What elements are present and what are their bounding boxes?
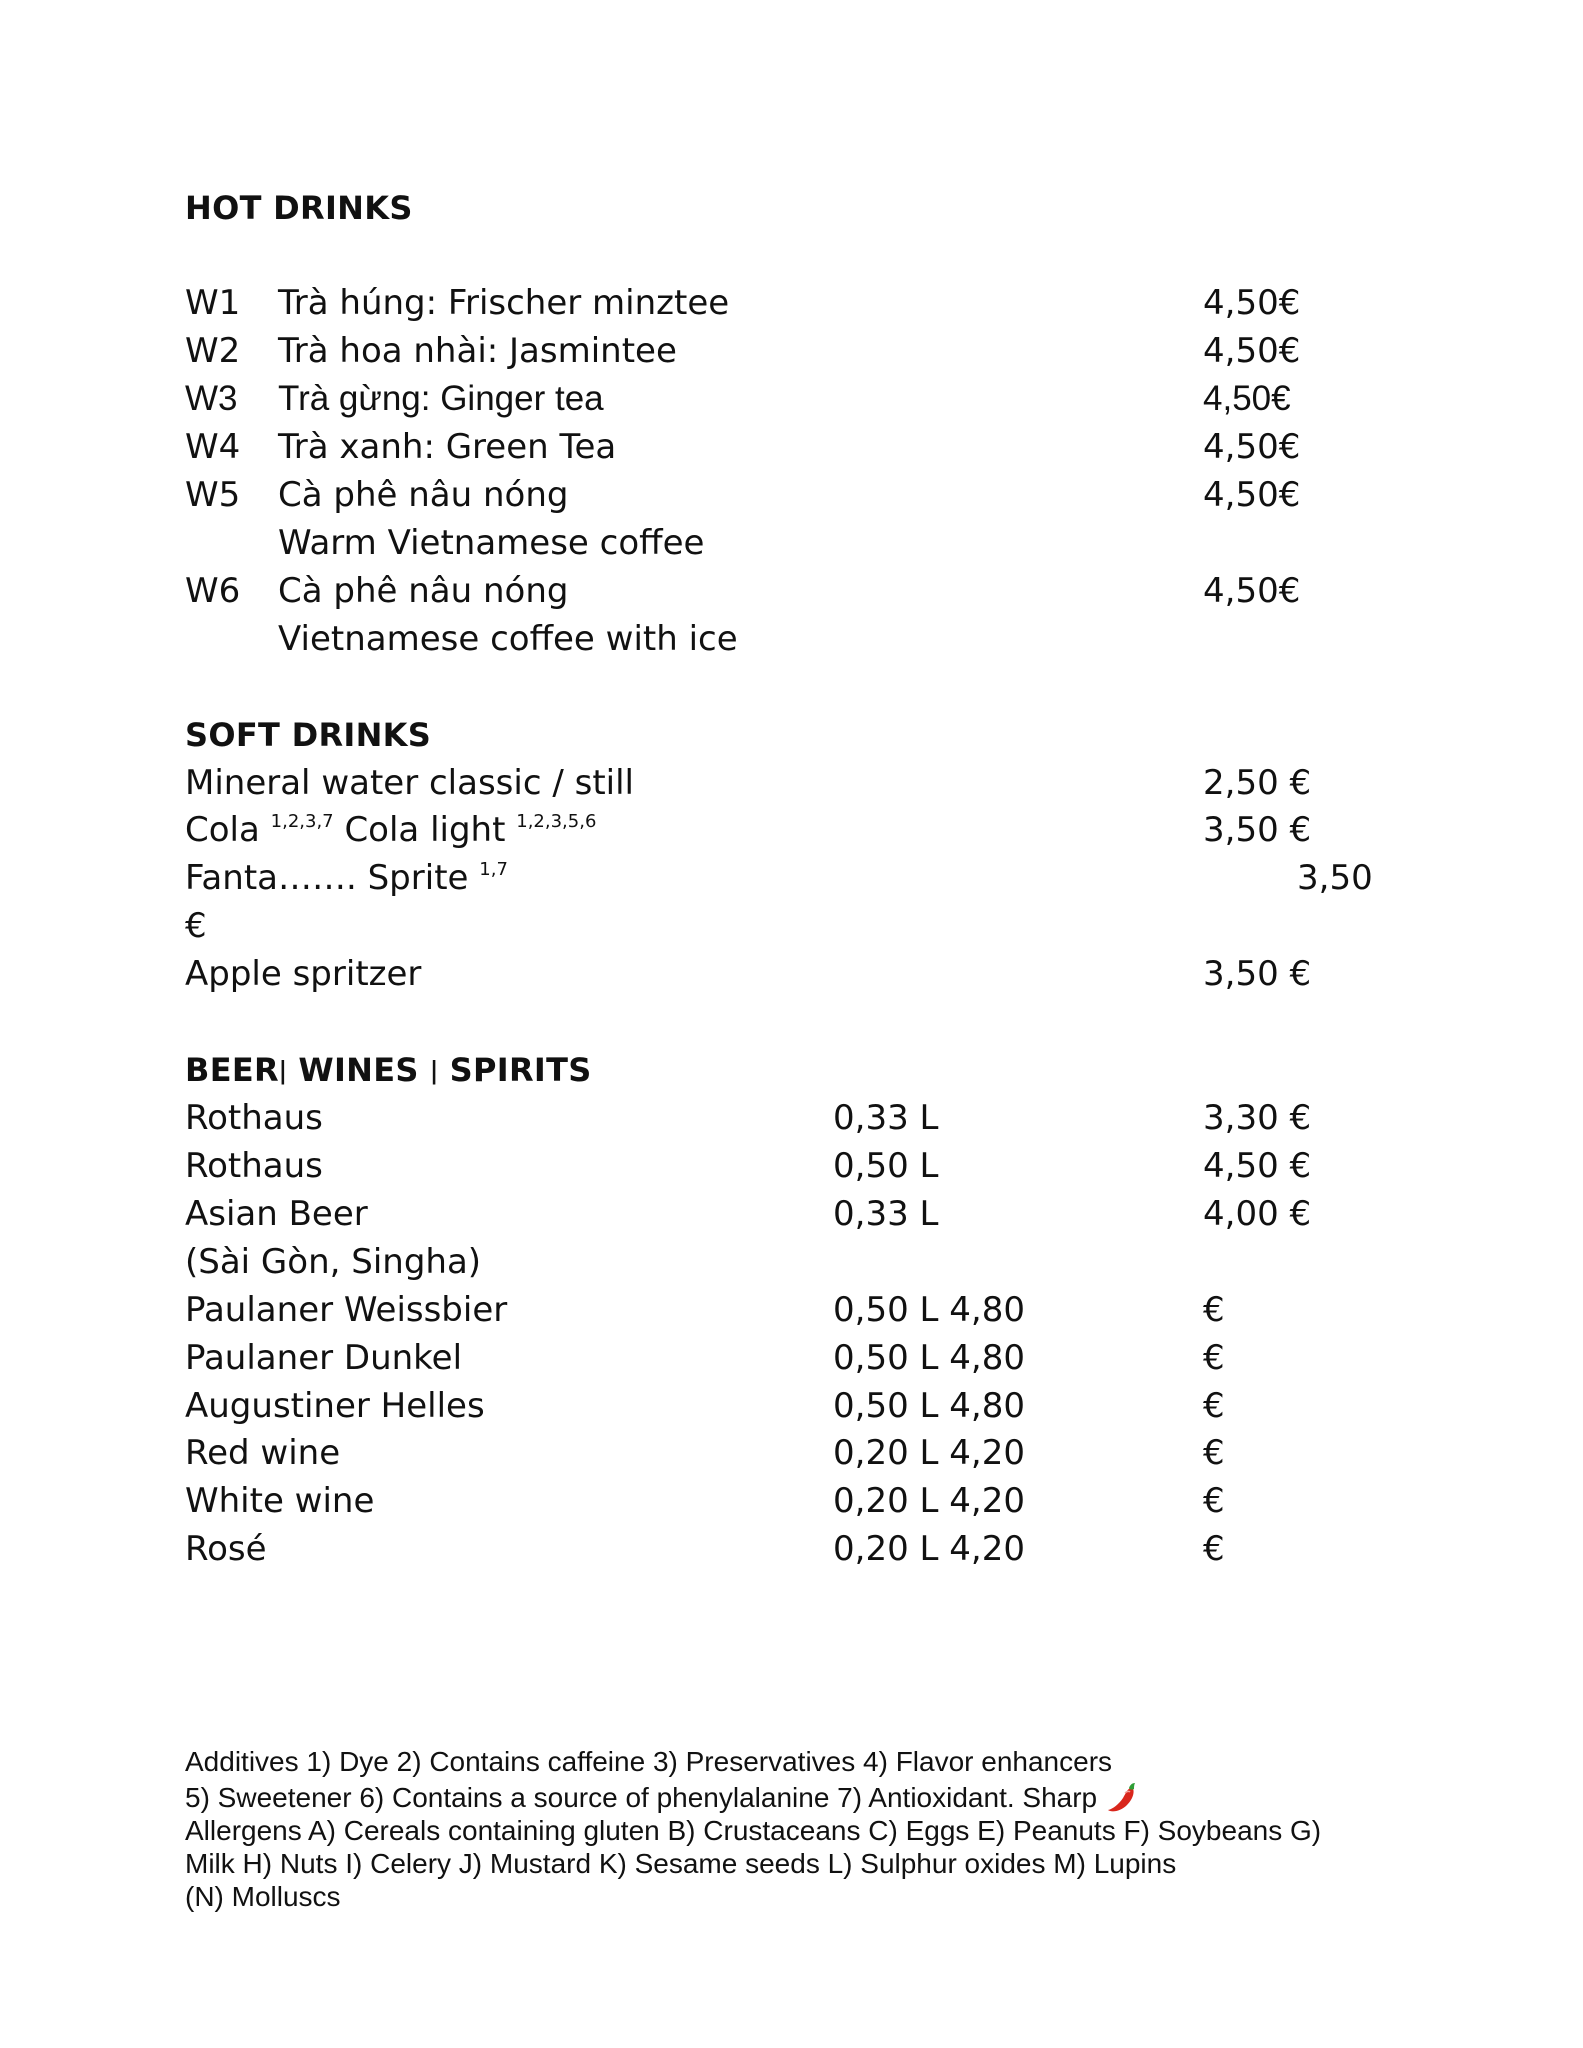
menu-item-name-cola: Cola [185,810,260,850]
menu-item-size: 0,20 L 4,20 [833,1481,1025,1521]
footer-allergens-line: Allergens A) Cereals containing gluten B) Crustaceans C) Eggs E) Peanuts F) Soybeans G) [185,1815,1322,1846]
menu-item-code: W3 [185,379,238,418]
menu-item-name: Trà xanh: Green Tea [278,427,617,467]
menu-item-price-wrap: € [185,906,207,946]
additive-superscript: 1,7 [479,859,508,880]
menu-item-name: Trà húng: Frischer minztee [278,283,730,323]
menu-item-name: Rothaus [185,1146,323,1186]
menu-item-size: 0,50 L 4,80 [833,1290,1025,1330]
heading-beer: BEER [185,1051,279,1089]
footer-additives-line: Additives 1) Dye 2) Contains caffeine 3) Preservatives 4) Flavor enhancers [185,1746,1113,1777]
menu-item-price: 2,50 € [1203,763,1312,803]
menu-item-name: Trà gừng: Ginger tea [278,379,604,418]
menu-item-size: 0,20 L 4,20 [833,1529,1025,1569]
menu-item-name: Red wine [185,1433,341,1473]
menu-item-price: 4,50€ [1203,571,1301,611]
menu-item-name: Asian Beer [185,1194,368,1234]
menu-item-code: W4 [185,427,241,467]
footer-allergens-line: Milk H) Nuts I) Celery J) Mustard K) Sesame seeds L) Sulphur oxides M) Lupins [185,1848,1177,1879]
menu-item-name: Rosé [185,1529,267,1569]
menu-item-size: 0,50 L [833,1146,939,1186]
beer-wines-spirits-heading [185,1050,592,1093]
heading-separator: ǀ [278,1056,287,1086]
menu-item-price: € [1203,1433,1225,1473]
menu-item-price: 4,50€ [1203,283,1301,323]
menu-item-size: 0,20 L 4,20 [833,1433,1025,1473]
menu-item-price: € [1203,1290,1225,1330]
menu-item-name: Apple spritzer [185,954,422,994]
menu-item-name: Cà phê nâu nóng [278,475,569,515]
menu-item-subtitle: Vietnamese coffee with ice [278,619,738,659]
menu-item-price: 4,50 € [1203,1146,1312,1186]
menu-item-price: 3,50 [1297,858,1373,898]
menu-item-price: € [1203,1529,1225,1569]
menu-item-name: Mineral water classic / still [185,763,634,803]
menu-item-subtitle: Warm Vietnamese coffee [278,523,705,563]
menu-item-name: Paulaner Weissbier [185,1290,508,1330]
footer-additives-line [185,1781,1139,1815]
menu-item-name: Paulaner Dunkel [185,1338,463,1378]
menu-item-code: W6 [185,571,241,611]
menu-item-size: 0,33 L [833,1098,939,1138]
menu-item-price: € [1203,1481,1225,1521]
menu-item-subtitle: (Sài Gòn, Singha) [185,1242,482,1282]
menu-item-price: € [1203,1338,1225,1378]
menu-item-size: 0,50 L 4,80 [833,1386,1025,1426]
menu-item-price: 4,50€ [1203,331,1301,371]
heading-wines: WINES [298,1051,419,1089]
additive-superscript: 1,2,3,5,6 [516,811,597,832]
menu-item-size: 0,50 L 4,80 [833,1338,1025,1378]
soft-drinks-heading: SOFT DRINKS [185,716,432,754]
footer-allergens-line: (N) Molluscs [185,1881,341,1912]
menu-item-code: W1 [185,283,241,323]
menu-item-name: Augustiner Helles [185,1386,485,1426]
menu-item-price: € [1203,1386,1225,1426]
menu-item-name: Trà hoa nhài: Jasmintee [278,331,677,371]
menu-item-name [185,810,596,850]
menu-item-name: Rothaus [185,1098,323,1138]
footer-sweetener-text: 5) Sweetener 6) Contains a source of phenylalanine 7) Antioxidant. Sharp [185,1782,1098,1813]
menu-item-name: White wine [185,1481,375,1521]
heading-separator: ǀ [430,1056,439,1086]
additive-superscript: 1,2,3,7 [270,811,334,832]
menu-item-code: W5 [185,475,241,515]
menu-item-price: 4,50€ [1203,427,1301,467]
menu-item-price: 4,00 € [1203,1194,1312,1234]
menu-item-name-fanta-sprite: Fanta……. Sprite [185,858,469,898]
menu-item-price: 4,50€ [1203,475,1301,515]
chili-pepper-icon [1105,1781,1139,1815]
menu-item-code: W2 [185,331,241,371]
menu-item-price: 3,50 € [1203,954,1312,994]
menu-item-name: Cà phê nâu nóng [278,571,569,611]
hot-drinks-heading: HOT DRINKS [185,189,413,227]
menu-item-name-cola-light: Cola light [344,810,506,850]
menu-item-name [185,858,508,898]
menu-item-price: 3,50 € [1203,810,1312,850]
heading-spirits: SPIRITS [449,1051,592,1089]
menu-item-price: 3,30 € [1203,1098,1312,1138]
menu-item-price: 4,50€ [1203,379,1291,418]
menu-item-size: 0,33 L [833,1194,939,1234]
